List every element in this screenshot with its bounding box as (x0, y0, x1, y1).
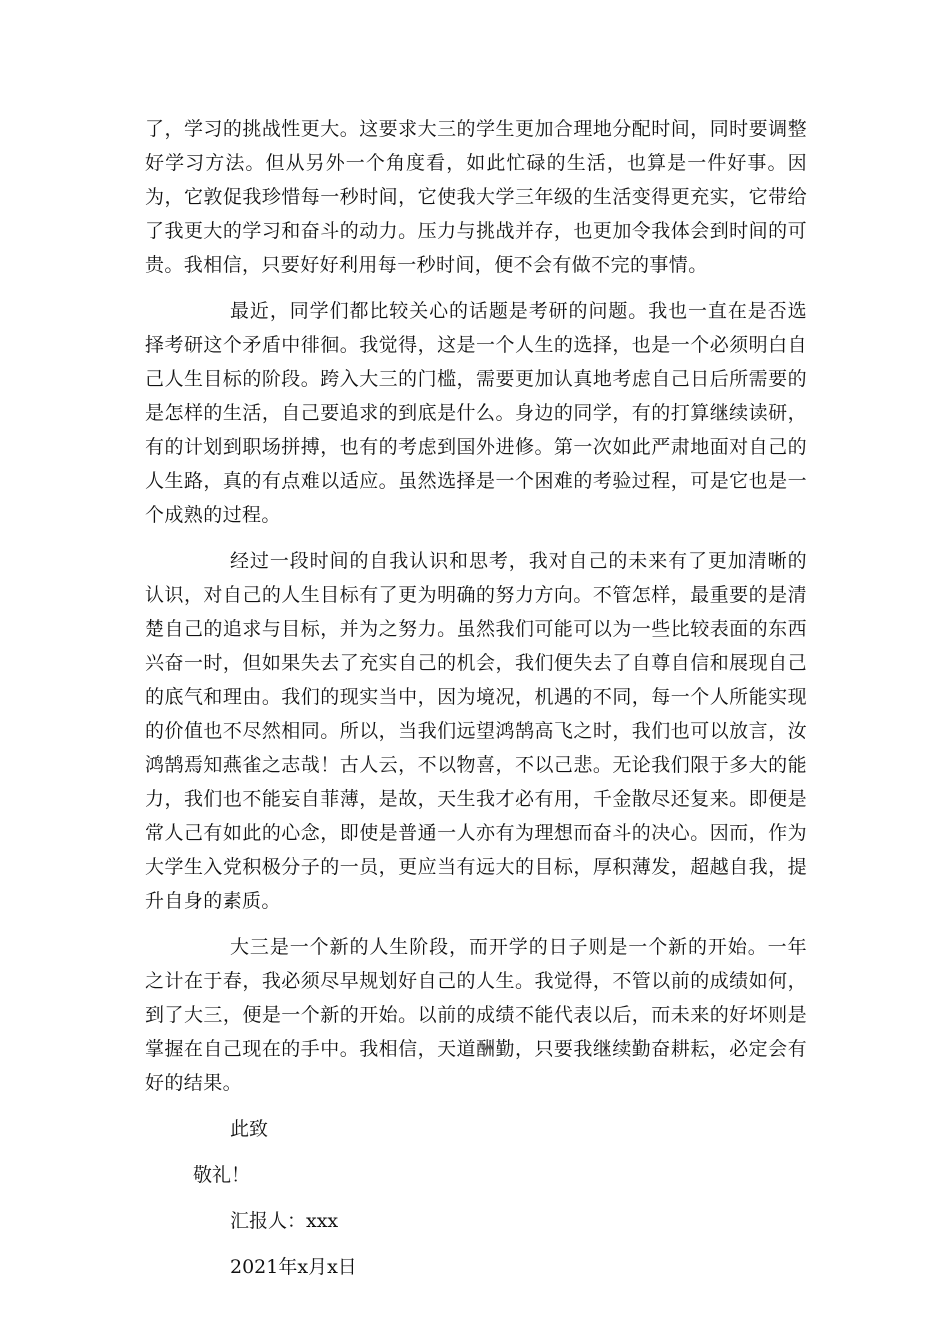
paragraph-4: 大三是一个新的人生阶段，而开学的日子则是一个新的开始。一年之计在于春，我必须尽早规划好自己的人生。我觉得，不管以前的成绩如何，到了大三，便是一个新的开始。以前的成绩不能代表以后，而未来的好坏则是掌握在自己现在的手中。我相信，天道酬勤，只要我继续勤奋耕耘，必定会有好的结果。 (145, 936, 807, 1094)
paragraph-2: 最近，同学们都比较关心的话题是考研的问题。我也一直在是否选择考研这个矛盾中徘徊。我觉得，这是一个人生的选择，也是一个必须明白自己人生目标的阶段。跨入大三的门槛，需要更加认真地考虑自己日后所需要的是怎样的生活，自己要追求的到底是什么。身边的同学，有的打算继续读研，有的计划到职场拼搏，也有的考虑到国外进修。第一次如此严肃地面对自己的人生路，真的有点难以适应。虽然选择是一个困难的考验过程，可是它也是一个成熟的过程。 (145, 300, 807, 526)
report-date: 2021年x月x日 (230, 1256, 357, 1278)
document-body (145, 112, 807, 1284)
reporter-signature: 汇报人：xxx (230, 1210, 339, 1232)
closing-jingli: 敬礼！ (193, 1164, 251, 1186)
paragraph-1: 了，学习的挑战性更大。这要求大三的学生更加合理地分配时间，同时要调整好学习方法。但从另外一个角度看，如此忙碌的生活，也算是一件好事。因为，它敦促我珍惜每一秒时间，它使我大学三年级的生活变得更充实，它带给了我更大的学习和奋斗的动力。压力与挑战并存，也更加令我体会到时间的可贵。我相信，只要好好利用每一秒时间，便不会有做不完的事情。 (145, 118, 807, 276)
paragraph-3: 经过一段时间的自我认识和思考，我对自己的未来有了更加清晰的认识，对自己的人生目标有了更为明确的努力方向。不管怎样，最重要的是清楚自己的追求与目标，并为之努力。虽然我们可能可以为一些比较表面的东西兴奋一时，但如果失去了充实自己的机会，我们便失去了自尊自信和展现自己的底气和理由。我们的现实当中，因为境况，机遇的不同，每一个人所能实现的价值也不尽然相同。所以，当我们远望鸿鹄高飞之时，我们也可以放言，汝鸿鹄焉知燕雀之志哉！古人云，不以物喜，不以己悲。无论我们限于多大的能力，我们也不能妄自菲薄，是故，天生我才必有用，千金散尽还复来。即便是常人己有如此的心念，即使是普通一人亦有为理想而奋斗的决心。因而，作为大学生入党积极分子的一员，更应当有远大的目标，厚积薄发，超越自我，提升自身的素质。 (145, 550, 807, 912)
closing-zhici: 此致 (230, 1118, 269, 1140)
